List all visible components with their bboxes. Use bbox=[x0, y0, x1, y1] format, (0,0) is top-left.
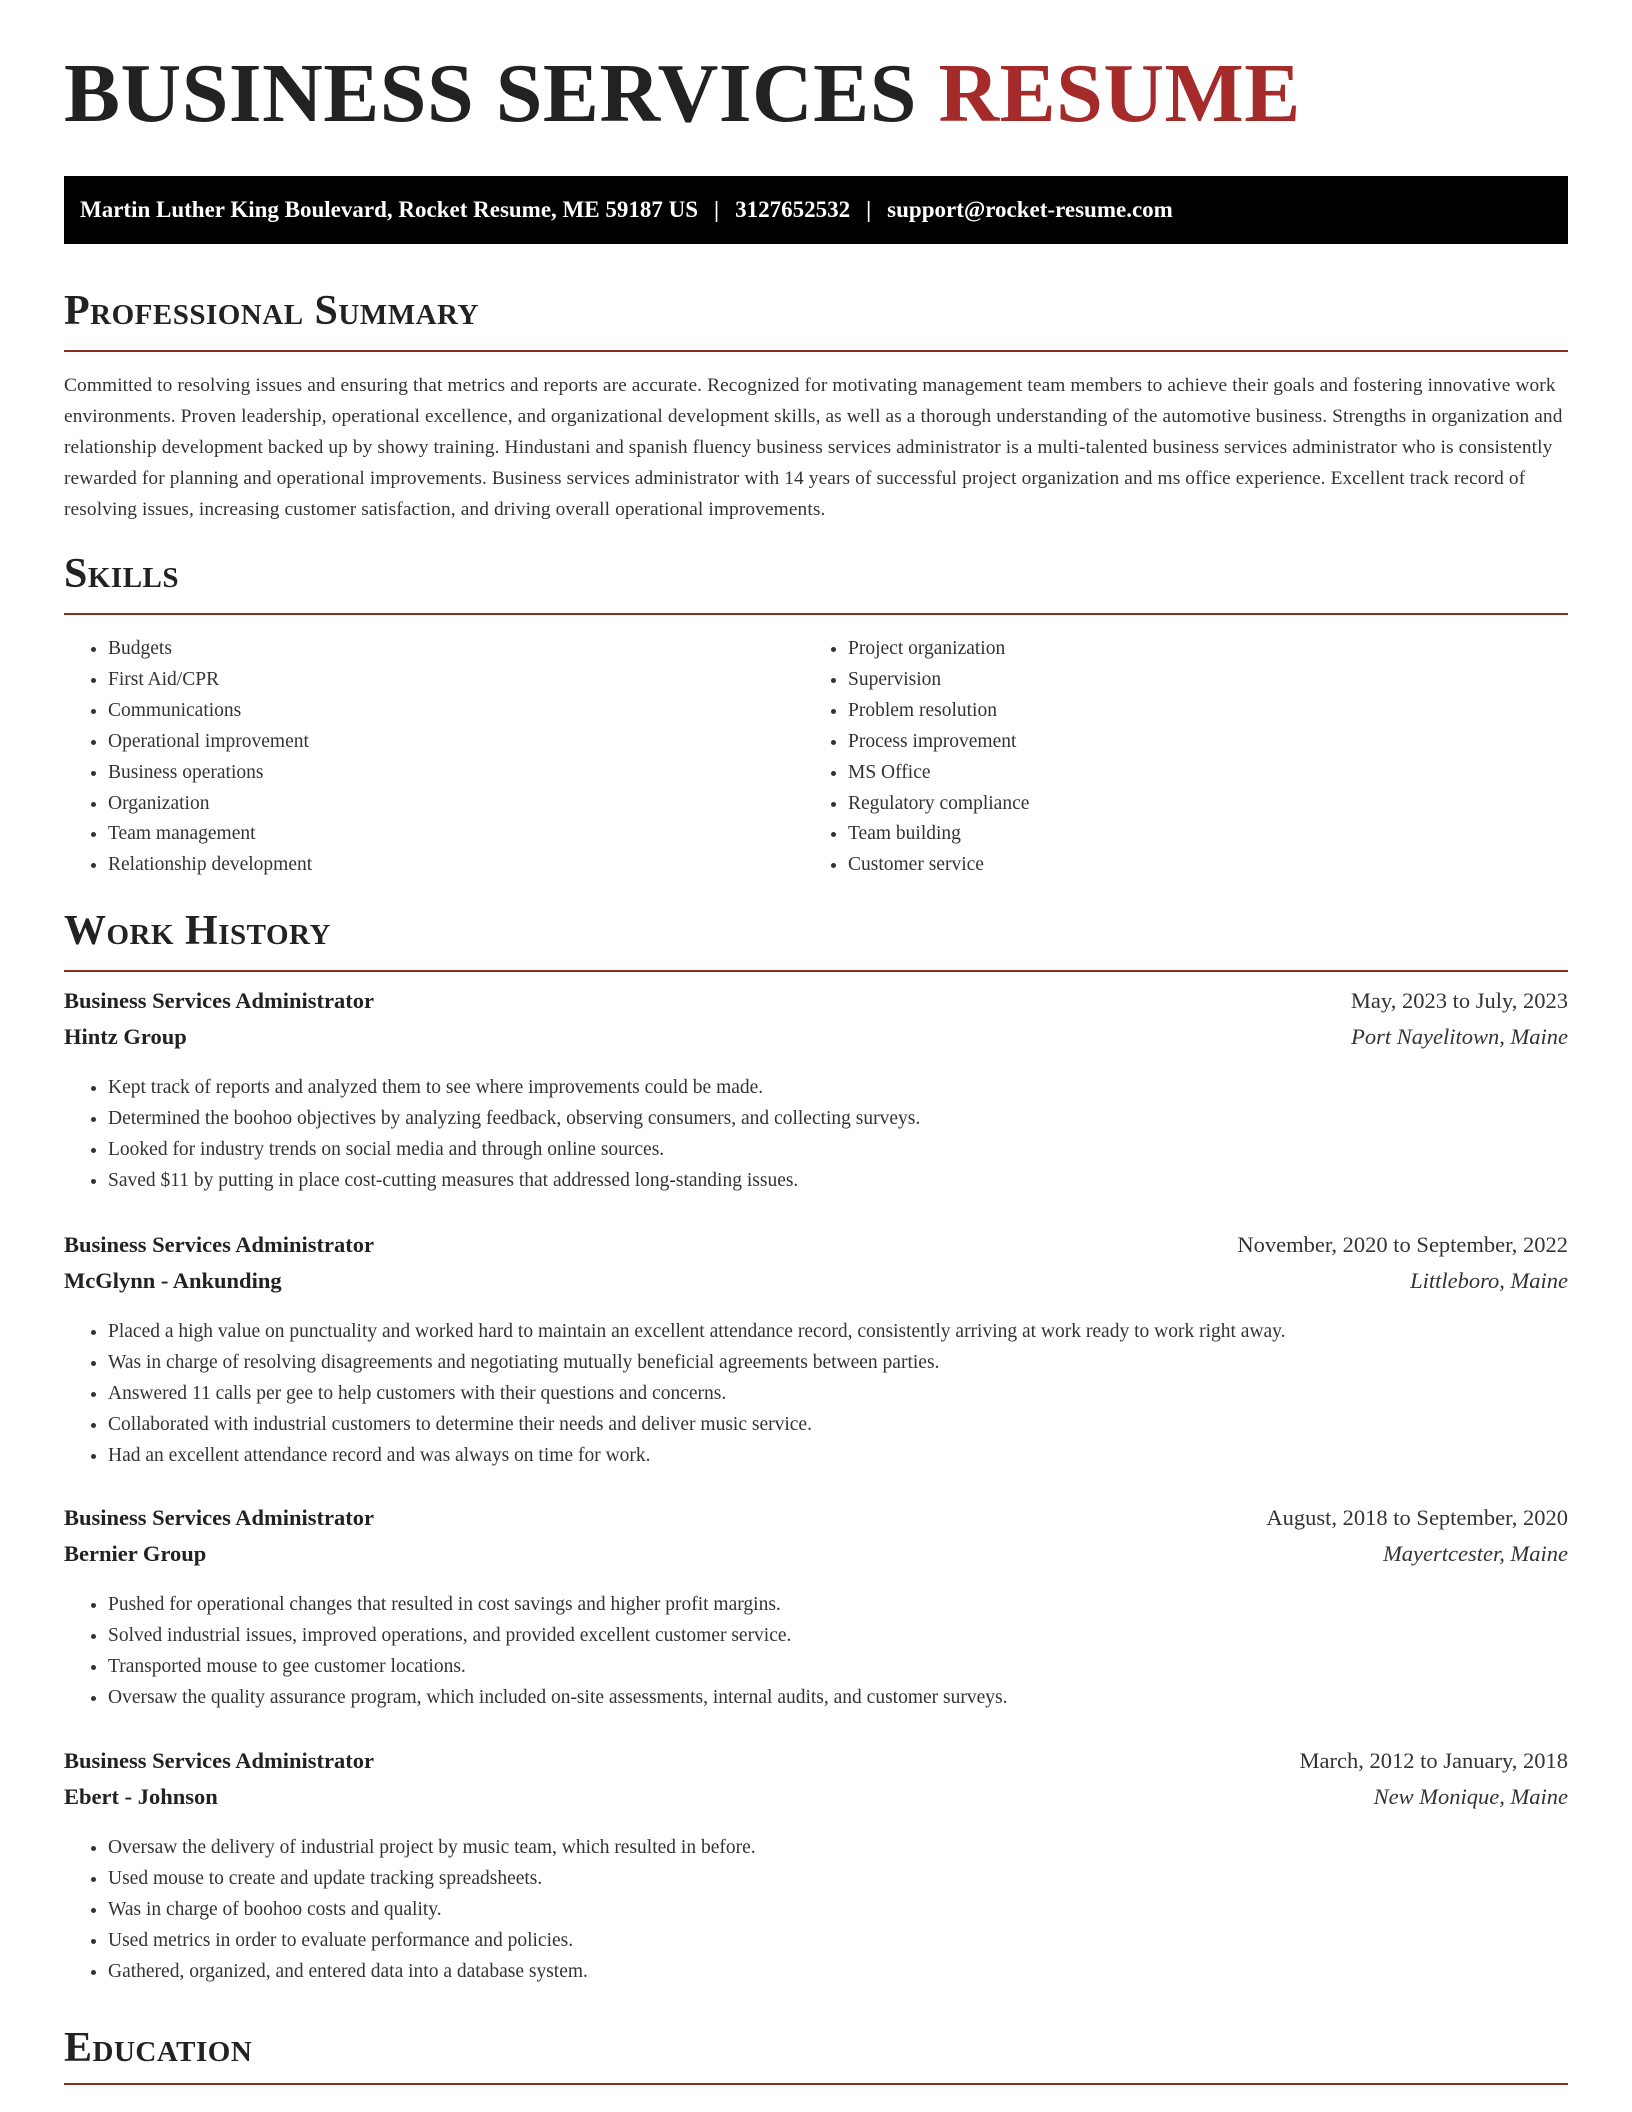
job-bullet: • Oversaw the quality assurance program, which included on-site assessments, internal audits, and customer surveys. bbox=[108, 1682, 1568, 1713]
job-bullets bbox=[64, 1072, 1568, 1196]
skill-item: • Business operations bbox=[108, 758, 312, 789]
skill-item: • Team management bbox=[108, 819, 312, 850]
skill-item: • Budgets bbox=[108, 634, 312, 665]
job-bullet: • Gathered, organized, and entered data into a database system. bbox=[108, 1956, 1568, 1987]
skill-item: • First Aid/CPR bbox=[108, 665, 312, 696]
job-location: New Monique, Maine bbox=[1373, 1784, 1568, 1809]
job-bullet: • Transported mouse to gee customer locations. bbox=[108, 1651, 1568, 1682]
resume-title bbox=[64, 47, 1301, 140]
skill-item: • Process improvement bbox=[848, 727, 1029, 758]
job-entry bbox=[64, 988, 1568, 1196]
job-location: Mayertcester, Maine bbox=[1383, 1541, 1568, 1566]
summary-divider bbox=[64, 350, 1568, 352]
work-history-divider bbox=[64, 970, 1568, 972]
job-bullet: • Solved industrial issues, improved operations, and provided excellent customer service. bbox=[108, 1620, 1568, 1651]
job-title: Business Services Administrator bbox=[64, 1232, 375, 1257]
skill-item: • Organization bbox=[108, 789, 312, 820]
job-bullet: • Determined the boohoo objectives by analyzing feedback, observing consumers, and collecting surveys. bbox=[108, 1103, 1568, 1134]
job-location: Port Nayelitown, Maine bbox=[1351, 1024, 1568, 1049]
job-bullet: • Answered 11 calls per gee to help customers with their questions and concerns. bbox=[108, 1378, 1568, 1409]
contact-separator: | bbox=[866, 197, 872, 222]
job-title: Business Services Administrator bbox=[64, 1505, 375, 1530]
title-accent: RESUME bbox=[938, 47, 1301, 140]
job-bullet: • Looked for industry trends on social media and through online sources. bbox=[108, 1134, 1568, 1165]
title-main: BUSINESS SERVICES bbox=[64, 47, 917, 140]
job-bullet: • Placed a high value on punctuality and worked hard to maintain an excellent attendance record, consistently arriving at work ready to work right away. bbox=[108, 1316, 1568, 1347]
contact-bar bbox=[64, 176, 1568, 244]
skill-item: • Problem resolution bbox=[848, 696, 1029, 727]
job-dates: May, 2023 to July, 2023 bbox=[1350, 988, 1568, 1013]
contact-phone: 3127652532 bbox=[735, 197, 851, 222]
job-entry bbox=[64, 1505, 1568, 1713]
job-bullet: • Used mouse to create and update tracking spreadsheets. bbox=[108, 1863, 1568, 1894]
skill-item: • Supervision bbox=[848, 665, 1029, 696]
skill-item: • Relationship development bbox=[108, 850, 312, 881]
skill-item: • MS Office bbox=[848, 758, 1029, 789]
education-heading: Education bbox=[64, 2025, 253, 2071]
job-entry bbox=[64, 1748, 1568, 1987]
summary-heading: Professional Summary bbox=[64, 288, 479, 334]
job-bullet: • Kept track of reports and analyzed them to see where improvements could be made. bbox=[108, 1072, 1568, 1103]
skills-heading: Skills bbox=[64, 551, 180, 597]
job-dates: November, 2020 to September, 2022 bbox=[1237, 1232, 1568, 1257]
contact-separator: | bbox=[714, 197, 720, 222]
job-company: McGlynn - Ankunding bbox=[64, 1268, 282, 1293]
skill-item: • Communications bbox=[108, 696, 312, 727]
skills-list-right bbox=[804, 634, 1029, 881]
job-location: Littleboro, Maine bbox=[1410, 1268, 1568, 1293]
job-bullets bbox=[64, 1832, 1568, 1987]
education-divider bbox=[64, 2083, 1568, 2085]
skill-item: • Team building bbox=[848, 819, 1029, 850]
job-bullet: • Was in charge of resolving disagreements and negotiating mutually beneficial agreements between parties. bbox=[108, 1347, 1568, 1378]
skill-item: • Customer service bbox=[848, 850, 1029, 881]
skill-item: • Regulatory compliance bbox=[848, 789, 1029, 820]
job-company: Bernier Group bbox=[64, 1541, 207, 1566]
job-company: Hintz Group bbox=[64, 1024, 187, 1049]
skill-item: • Project organization bbox=[848, 634, 1029, 665]
job-company: Ebert - Johnson bbox=[64, 1784, 218, 1809]
job-title: Business Services Administrator bbox=[64, 988, 375, 1013]
skill-item: • Operational improvement bbox=[108, 727, 312, 758]
job-bullets bbox=[64, 1316, 1568, 1471]
contact-address: Martin Luther King Boulevard, Rocket Resume, ME 59187 US bbox=[80, 197, 699, 222]
contact-email: support@rocket-resume.com bbox=[887, 197, 1173, 222]
work-history-heading: Work History bbox=[64, 908, 331, 954]
job-bullet: • Pushed for operational changes that resulted in cost savings and higher profit margins. bbox=[108, 1589, 1568, 1620]
job-entry bbox=[64, 1232, 1568, 1471]
job-bullet: • Had an excellent attendance record and was always on time for work. bbox=[108, 1440, 1568, 1471]
skills-list-left bbox=[64, 634, 312, 881]
job-bullet: • Collaborated with industrial customers to determine their needs and deliver music service. bbox=[108, 1409, 1568, 1440]
job-bullet: • Was in charge of boohoo costs and quality. bbox=[108, 1894, 1568, 1925]
job-bullet: • Oversaw the delivery of industrial project by music team, which resulted in before. bbox=[108, 1832, 1568, 1863]
skills-divider bbox=[64, 613, 1568, 615]
job-dates: March, 2012 to January, 2018 bbox=[1299, 1748, 1568, 1773]
summary-text: Committed to resolving issues and ensuring that metrics and reports are accurate. Recognized for motivating management team members to achieve their goals and fostering innovative work environments. Proven leadership, operational excellence, and organizational development skills, as well as a thorough understanding of the automotive business. Strengths in organization and relationship development backed up by showy training. Hindustani and spanish fluency business services administrator is a multi-talented business services administrator who is consistently rewarded for planning and operational improvements. Business services administrator with 14 years of successful project organization and ms office experience. Excellent track record of resolving issues, increasing customer satisfaction, and driving overall operational improvements. bbox=[64, 375, 1563, 520]
job-bullet: • Used metrics in order to evaluate performance and policies. bbox=[108, 1925, 1568, 1956]
job-bullets bbox=[64, 1589, 1568, 1713]
job-dates: August, 2018 to September, 2020 bbox=[1266, 1505, 1568, 1530]
job-bullet: • Saved $11 by putting in place cost-cutting measures that addressed long-standing issues. bbox=[108, 1165, 1568, 1196]
job-title: Business Services Administrator bbox=[64, 1748, 375, 1773]
